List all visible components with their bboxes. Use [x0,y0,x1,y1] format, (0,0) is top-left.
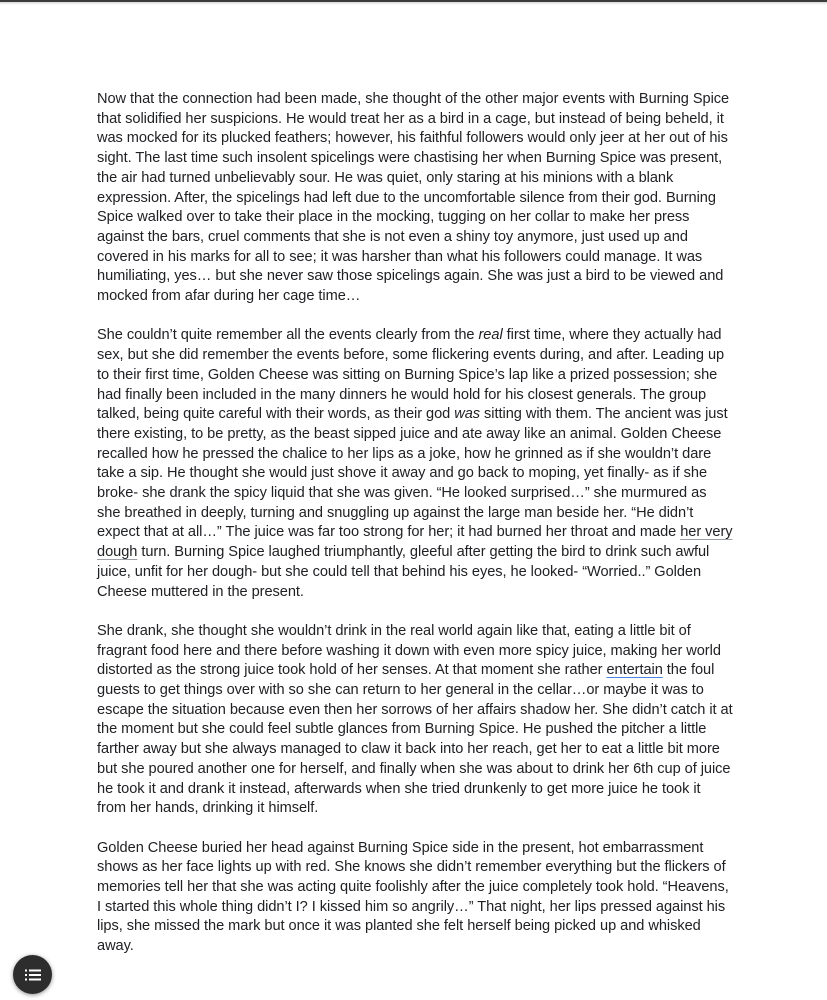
paragraph-3 [97,622,733,819]
document-outline-button[interactable] [13,955,52,994]
emphasis-was: was [454,406,481,423]
paragraph-4: Golden Cheese buried her head against Burning Spice side in the present, hot embarrassment shows as her face lights up with red. She knows she didn’t remember everything but the flickers of memories tell her that she was acting quite foolishly after the juice completely took hold. “Heavens, I started this whole thing didn’t I? I kissed him so angrily…” That night, her lips pressed against his lips, she missed the mark but once it was planted she felt herself being picked up and whisked away. [97,839,729,955]
document-body[interactable] [97,90,733,977]
paragraph-2-text: She couldn’t quite remember all the events clearly from the [97,327,479,344]
grammar-suggestion[interactable]: entertain [606,662,663,679]
grammar-suggestion[interactable]: her very dough [97,524,733,561]
paragraph-3-text: She drank, she thought she wouldn’t drink in the real world again like that, eating a little bit of fragrant food here and there before washing it down with even more spicy juice, making her world distorted as the strong juice took hold of her senses. At that moment she rather [97,622,721,679]
list-icon [25,969,41,981]
top-shadow [0,2,827,5]
paragraph-1: Now that the connection had been made, she thought of the other major events with Burning Spice that solidified her suspicions. He would treat her as a bird in a cage, but instead of being beheld, it was mocked for its plucked feathers; however, his faithful followers would only jeer at her out of his sight. The last time such insolent spicelings were chastising her when Burning Spice was present, the air had turned unbelievably sour. He was quiet, only staring at his minions with a blank expression. After, the spicelings had left due to the uncomfortable silence from their god. Burning Spice walked over to take their place in the mocking, tugging on her collar to make her press against the bars, cruel comments that she is not even a shiny toy anymore, just used up and covered in his marks for all to see; it was harsher than what his followers could manage. It was humiliating, yes… but she never saw those spicelings again. She was just a bird to be viewed and mocked from afar during her cage time… [97,91,730,305]
paragraph-2-text: first time, where they actually had sex, but she did remember the events before, some flickering events during, and after. Leading up to their first time, Golden Cheese was sitting on Burning Spice’s lap like a prized possession; she had finally been included in the many dinners he would hold for his closest generals. The group talked, being quite careful with their words, as their god [97,327,725,423]
paragraph-2-text: turn. Burning Spice laughed triumphantly, gleeful after getting the bird to drink such awful juice, unfit for her dough- but she could tell that behind his eyes, he looked- “Worried..” Golden Cheese muttered in the present. [97,544,710,600]
emphasis-real: real [478,327,503,344]
paragraph-2 [97,326,733,602]
paragraph-2-text: sitting with them. The ancient was just there existing, to be pretty, as the beast sipped juice and ate away like an animal. Golden Cheese recalled how he pressed the chalice to her lips as a joke, how he grinned as if she wouldn’t dare take a sip. He thought she would just shove it away and go back to moping, yet finally- as if she broke- she drank the spicy liquid that she was given. “He looked surprised…” she murmured as she breathed in deeply, turning and snuggling up against the large man beside her. “He didn’t expect that at all…” The juice was far too strong for her; it had burned her throat and made [97,406,728,541]
paragraph-3-text: the foul guests to get things over with so she can return to her general in the cellar…or maybe it was to escape the situation because even then her sorrows of her affairs shadow her. She didn’t catch it at the moment but she could feel subtle glances from Burning Spice. He pushed the pitcher a little farther away but she always managed to claw it back into her reach, get her to eat a little bit more but she poured another one for herself, and finally when she was about to drink her 6th cup of juice he took it and drank it instead, afterwards when she tried drunkenly to get more juice he took it from her hands, drinking it himself. [97,662,733,817]
